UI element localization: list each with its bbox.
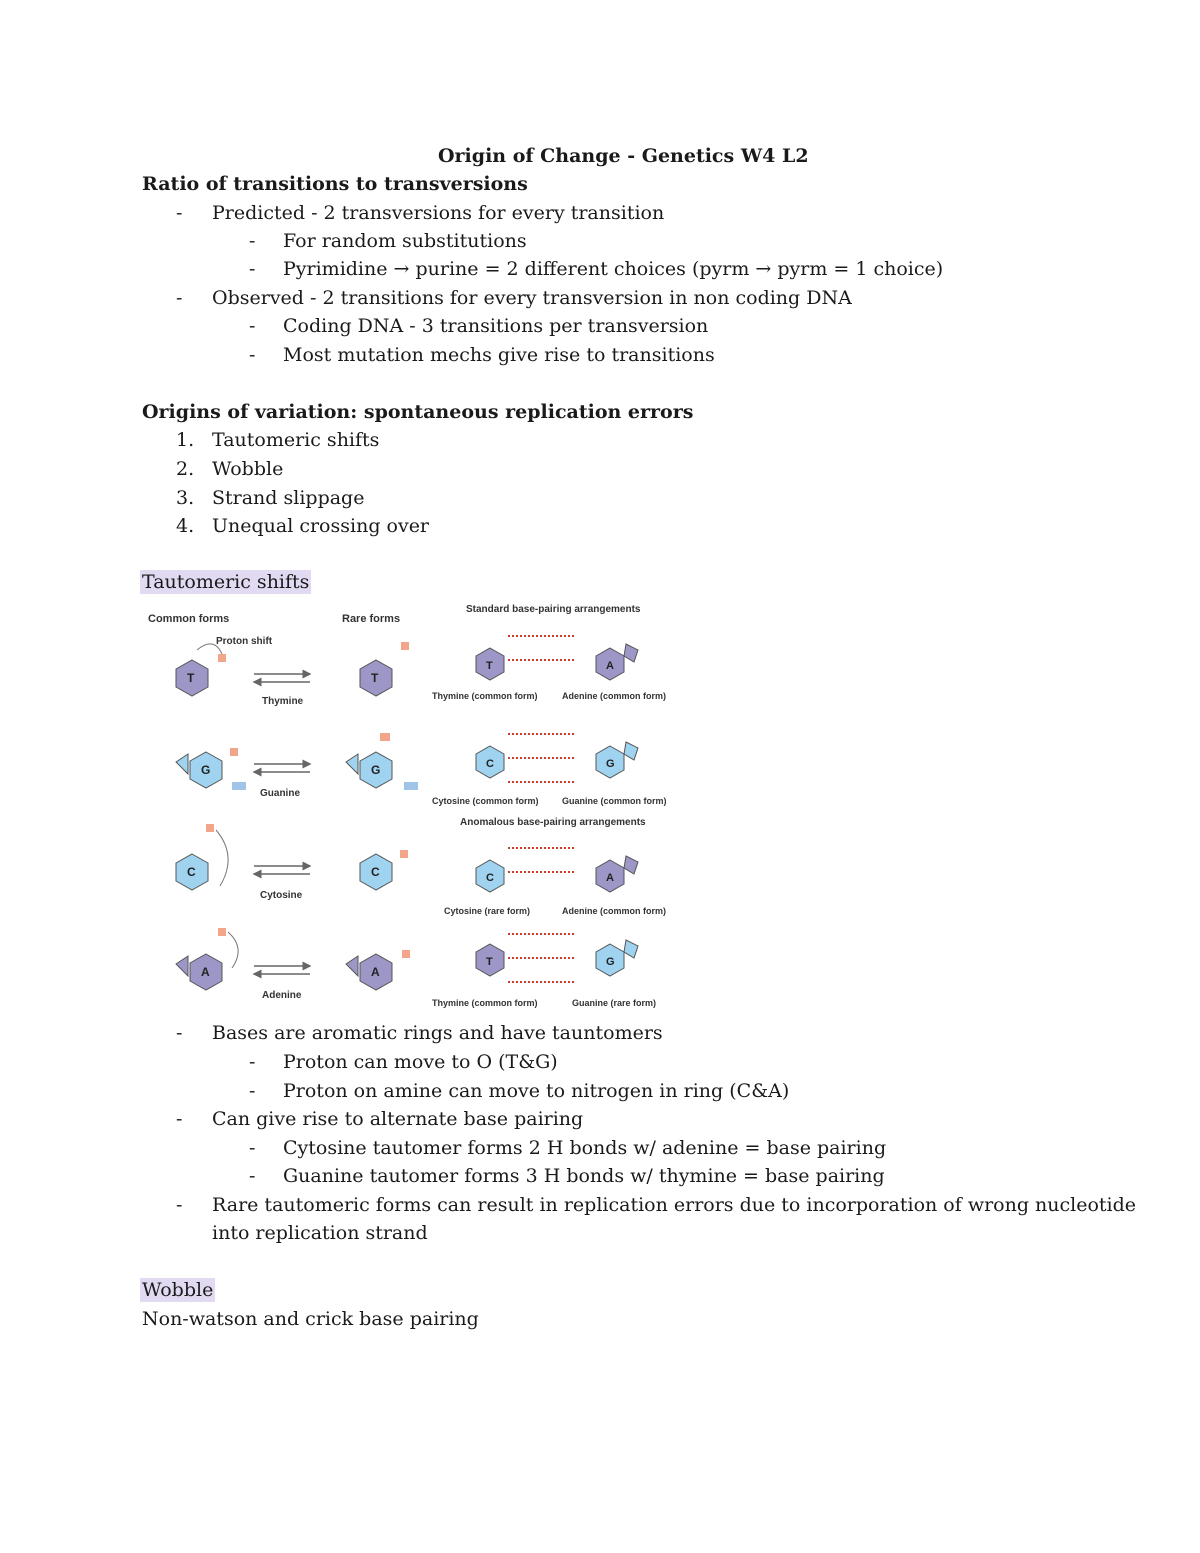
adenine-rare-molecule xyxy=(346,950,410,990)
bullet-guanine-tautomer: Guanine tautomer forms 3 H bonds w/ thymine = base pairing xyxy=(283,1165,885,1187)
section-heading-ratio: Ratio of transitions to transversions xyxy=(142,173,528,195)
bullet-most-mutation: Most mutation mechs give rise to transitions xyxy=(283,344,715,366)
svg-text:C: C xyxy=(486,758,494,770)
base-pair-thymine-adenine xyxy=(476,636,638,680)
bullet-dash: - xyxy=(176,287,183,309)
bullet-rare-forms: Rare tautomeric forms can result in replication errors due to incorporation of wrong nucleotide xyxy=(212,1194,1137,1216)
pair-label: Cytosine (common form) xyxy=(432,796,539,806)
thymine-common-molecule xyxy=(176,644,226,696)
svg-text:T: T xyxy=(486,956,493,968)
anomalous-pairing-title: Anomalous base-pairing arrangements xyxy=(460,817,646,828)
list-item: Strand slippage xyxy=(212,487,365,509)
base-name-cytosine: Cytosine xyxy=(260,890,303,901)
list-number: 1. xyxy=(176,429,195,451)
svg-text:A: A xyxy=(606,660,614,672)
pair-label: Cytosine (rare form) xyxy=(444,906,531,916)
bullet-dash: - xyxy=(176,202,183,224)
base-pair-cytosine-guanine xyxy=(476,734,638,782)
page-title: Origin of Change - Genetics W4 L2 xyxy=(438,145,809,167)
bullet-rare-forms-continued: into replication strand xyxy=(212,1222,428,1244)
adenine-common-molecule xyxy=(176,928,238,990)
wobble-description: Non-watson and crick base pairing xyxy=(142,1308,479,1330)
svg-text:C: C xyxy=(486,872,494,884)
bullet-dash: - xyxy=(249,1080,256,1102)
bullet-dash: - xyxy=(176,1108,183,1130)
list-item: Wobble xyxy=(212,458,284,480)
bullet-alternate-pairing: Can give rise to alternate base pairing xyxy=(212,1108,584,1130)
pair-label: Guanine (rare form) xyxy=(572,998,657,1008)
list-number: 3. xyxy=(176,487,195,509)
guanine-common-molecule xyxy=(176,748,246,790)
svg-text:G: G xyxy=(371,763,381,777)
bullet-dash: - xyxy=(249,230,256,252)
bullet-dash: - xyxy=(249,1137,256,1159)
base-name-thymine: Thymine xyxy=(262,696,304,707)
bullet-dash: - xyxy=(176,1022,183,1044)
svg-text:T: T xyxy=(486,660,493,672)
equilibrium-arrows-icon xyxy=(254,866,310,874)
tautomer-figure xyxy=(142,598,682,1014)
bullet-cytosine-tautomer: Cytosine tautomer forms 2 H bonds w/ adenine = base pairing xyxy=(283,1137,887,1159)
bullet-pyrimidine: Pyrimidine → purine = 2 different choices (pyrm → pyrm = 1 choice) xyxy=(283,258,944,280)
bullet-dash: - xyxy=(249,1165,256,1187)
cytosine-common-molecule xyxy=(176,824,228,890)
bullet-dash: - xyxy=(249,315,256,337)
pair-label: Guanine (common form) xyxy=(562,796,667,806)
guanine-rare-molecule xyxy=(346,733,418,790)
bullet-dash: - xyxy=(249,258,256,280)
bullet-dash: - xyxy=(249,344,256,366)
cytosine-rare-molecule xyxy=(360,850,408,890)
highlighted-heading-tautomeric: Tautomeric shifts xyxy=(142,571,310,593)
pair-label: Adenine (common form) xyxy=(562,906,667,916)
svg-text:T: T xyxy=(371,671,379,685)
bullet-random: For random substitutions xyxy=(283,230,527,252)
list-item: Tautomeric shifts xyxy=(212,429,380,451)
bullet-predicted: Predicted - 2 transversions for every transition xyxy=(212,202,665,224)
thymine-rare-molecule xyxy=(360,642,409,696)
common-forms-label: Common forms xyxy=(148,613,230,625)
list-number: 4. xyxy=(176,515,195,537)
bullet-proton-o: Proton can move to O (T&G) xyxy=(283,1051,558,1073)
base-name-guanine: Guanine xyxy=(260,788,301,799)
proton-shift-label: Proton shift xyxy=(216,636,273,647)
bullet-observed: Observed - 2 transitions for every transversion in non coding DNA xyxy=(212,287,852,309)
base-pair-cytosine-rare-adenine xyxy=(476,848,638,892)
svg-text:A: A xyxy=(371,965,380,979)
list-number: 2. xyxy=(176,458,195,480)
pair-label: Thymine (common form) xyxy=(432,691,538,701)
bullet-dash: - xyxy=(249,1051,256,1073)
base-pair-thymine-rare-guanine xyxy=(476,934,638,982)
list-item: Unequal crossing over xyxy=(212,515,430,537)
rare-forms-label: Rare forms xyxy=(342,613,401,625)
highlighted-heading-wobble: Wobble xyxy=(142,1279,214,1301)
svg-text:G: G xyxy=(606,758,615,770)
svg-text:C: C xyxy=(187,865,196,879)
svg-text:G: G xyxy=(606,956,615,968)
bullet-proton-amine: Proton on amine can move to nitrogen in ring (C&A) xyxy=(283,1080,790,1102)
equilibrium-arrows-icon xyxy=(254,764,310,772)
svg-text:T: T xyxy=(187,671,195,685)
section-heading-origins: Origins of variation: spontaneous replication errors xyxy=(142,401,694,423)
bullet-dash: - xyxy=(176,1194,183,1216)
pair-label: Adenine (common form) xyxy=(562,691,667,701)
base-name-adenine: Adenine xyxy=(262,990,302,1001)
equilibrium-arrows-icon xyxy=(254,674,310,682)
bullet-coding: Coding DNA - 3 transitions per transversion xyxy=(283,315,709,337)
equilibrium-arrows-icon xyxy=(254,966,310,974)
svg-text:A: A xyxy=(606,872,614,884)
svg-text:A: A xyxy=(201,965,210,979)
svg-text:G: G xyxy=(201,763,211,777)
bullet-aromatic: Bases are aromatic rings and have tauntomers xyxy=(212,1022,663,1044)
standard-pairing-title: Standard base-pairing arrangements xyxy=(466,604,641,615)
pair-label: Thymine (common form) xyxy=(432,998,538,1008)
svg-text:C: C xyxy=(371,865,380,879)
